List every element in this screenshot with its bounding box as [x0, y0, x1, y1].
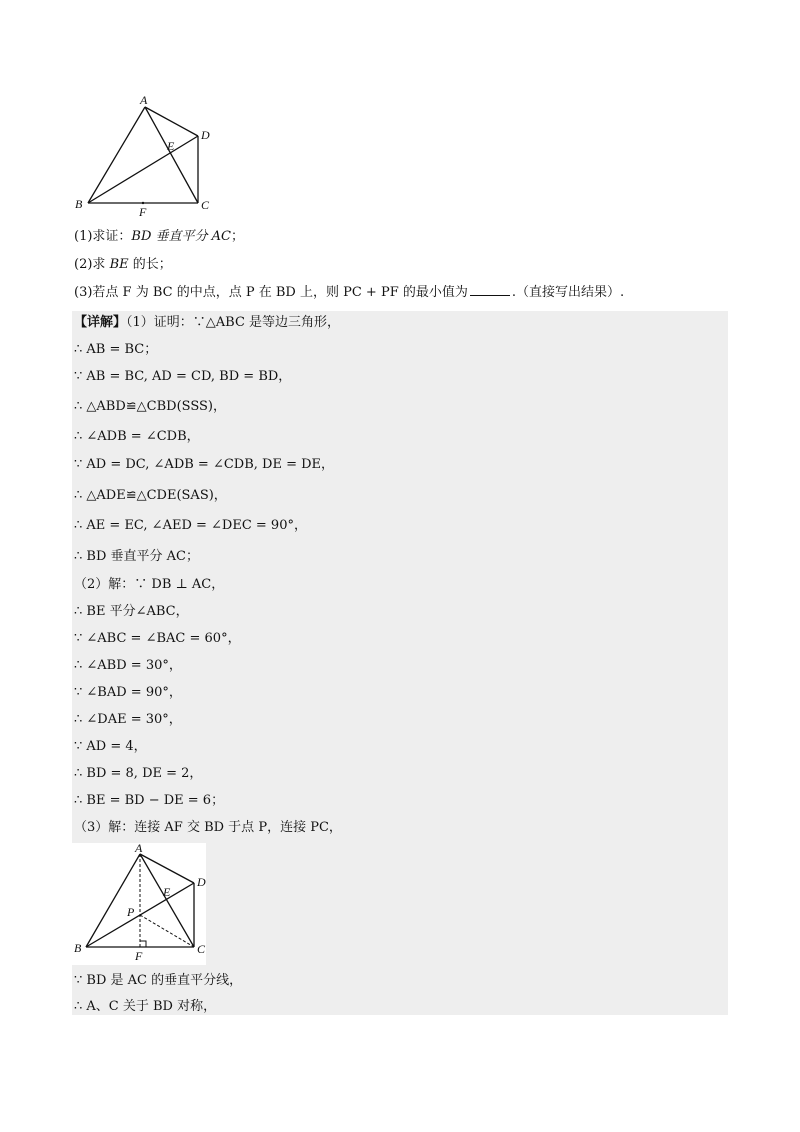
question-3: (3)若点 F 为 BC 的中点，点 P 在 BD 上，则 PC + PF 的最小值为 .（直接写出结果）. [74, 285, 625, 300]
figure-1-svg [70, 92, 220, 222]
label-f-2: F [135, 949, 143, 963]
question-1-math: BD 垂直平分 AC [131, 229, 231, 244]
label-a: A [140, 93, 148, 107]
solution-line-12: ∴ ∠ABD = 30°， [74, 658, 182, 673]
label-b: B [75, 197, 83, 211]
dashed-pc [140, 915, 194, 947]
solution-line-7: ∴ AE = EC, ∠AED = ∠DEC = 90°， [74, 518, 307, 533]
solution-after-figure-1: ∴ A、C 关于 BD 对称， [74, 999, 217, 1014]
solution-line-1: ∴ AB = BC； [74, 342, 158, 357]
solution-after-figure-0: ∵ BD 是 AC 的垂直平分线， [74, 973, 243, 988]
answer-blank [470, 283, 510, 296]
solution-line-4: ∴ ∠ADB = ∠CDB， [74, 429, 200, 444]
label-p-2: P [127, 905, 135, 919]
solution-line-6: ∴ △ADE≌△CDE(SAS)， [74, 488, 227, 503]
solution-line-3: ∴ △ABD≌△CBD(SSS)， [74, 399, 226, 414]
label-d: D [201, 128, 210, 142]
label-c-2: C [197, 942, 206, 956]
solution-line-10: ∴ BE 平分∠ABC， [74, 604, 189, 619]
edge-ab-2 [86, 854, 140, 947]
label-b-2: B [74, 941, 82, 955]
question-1: (1)求证：BD 垂直平分 AC； [74, 229, 245, 244]
question-2: (2)求 BE 的长； [74, 257, 172, 272]
right-angle-mark [140, 941, 146, 947]
solution-line-13: ∵ ∠BAD = 90°， [74, 685, 182, 700]
solution-line-14: ∴ ∠DAE = 30°， [74, 712, 182, 727]
label-e-2: E [163, 885, 171, 899]
solution-line-15: ∵ AD = 4， [74, 739, 147, 754]
solution-line-11: ∵ ∠ABC = ∠BAC = 60°， [74, 631, 241, 646]
edge-bd [88, 136, 198, 203]
point-f [142, 202, 144, 204]
edge-ab [88, 107, 145, 203]
label-f: F [139, 205, 147, 219]
solution-line-16: ∴ BD = 8, DE = 2， [74, 766, 203, 781]
solution-line-9: （2）解：∵ DB ⊥ AC， [74, 577, 225, 592]
solution-line-8: ∴ BD 垂直平分 AC； [74, 549, 199, 564]
label-a-2: A [135, 843, 143, 855]
figure-triangle-2 [72, 843, 206, 965]
solution-line-0: 【详解】（1）证明：∵△ABC 是等边三角形， [74, 315, 341, 330]
solution-heading: 【详解】 [74, 315, 127, 330]
label-e: E [167, 139, 175, 153]
label-c: C [201, 198, 210, 212]
solution-line-17: ∴ BE = BD − DE = 6； [74, 793, 225, 808]
solution-line-5: ∵ AD = DC, ∠ADB = ∠CDB, DE = DE， [74, 457, 335, 472]
solution-line-18: （3）解：连接 AF 交 BD 于点 P，连接 PC， [74, 820, 342, 835]
figure-2-svg [72, 843, 206, 965]
figure-triangle-1 [70, 92, 220, 222]
solution-line-2: ∵ AB = BC, AD = CD, BD = BD， [74, 369, 292, 384]
label-d-2: D [197, 875, 206, 889]
